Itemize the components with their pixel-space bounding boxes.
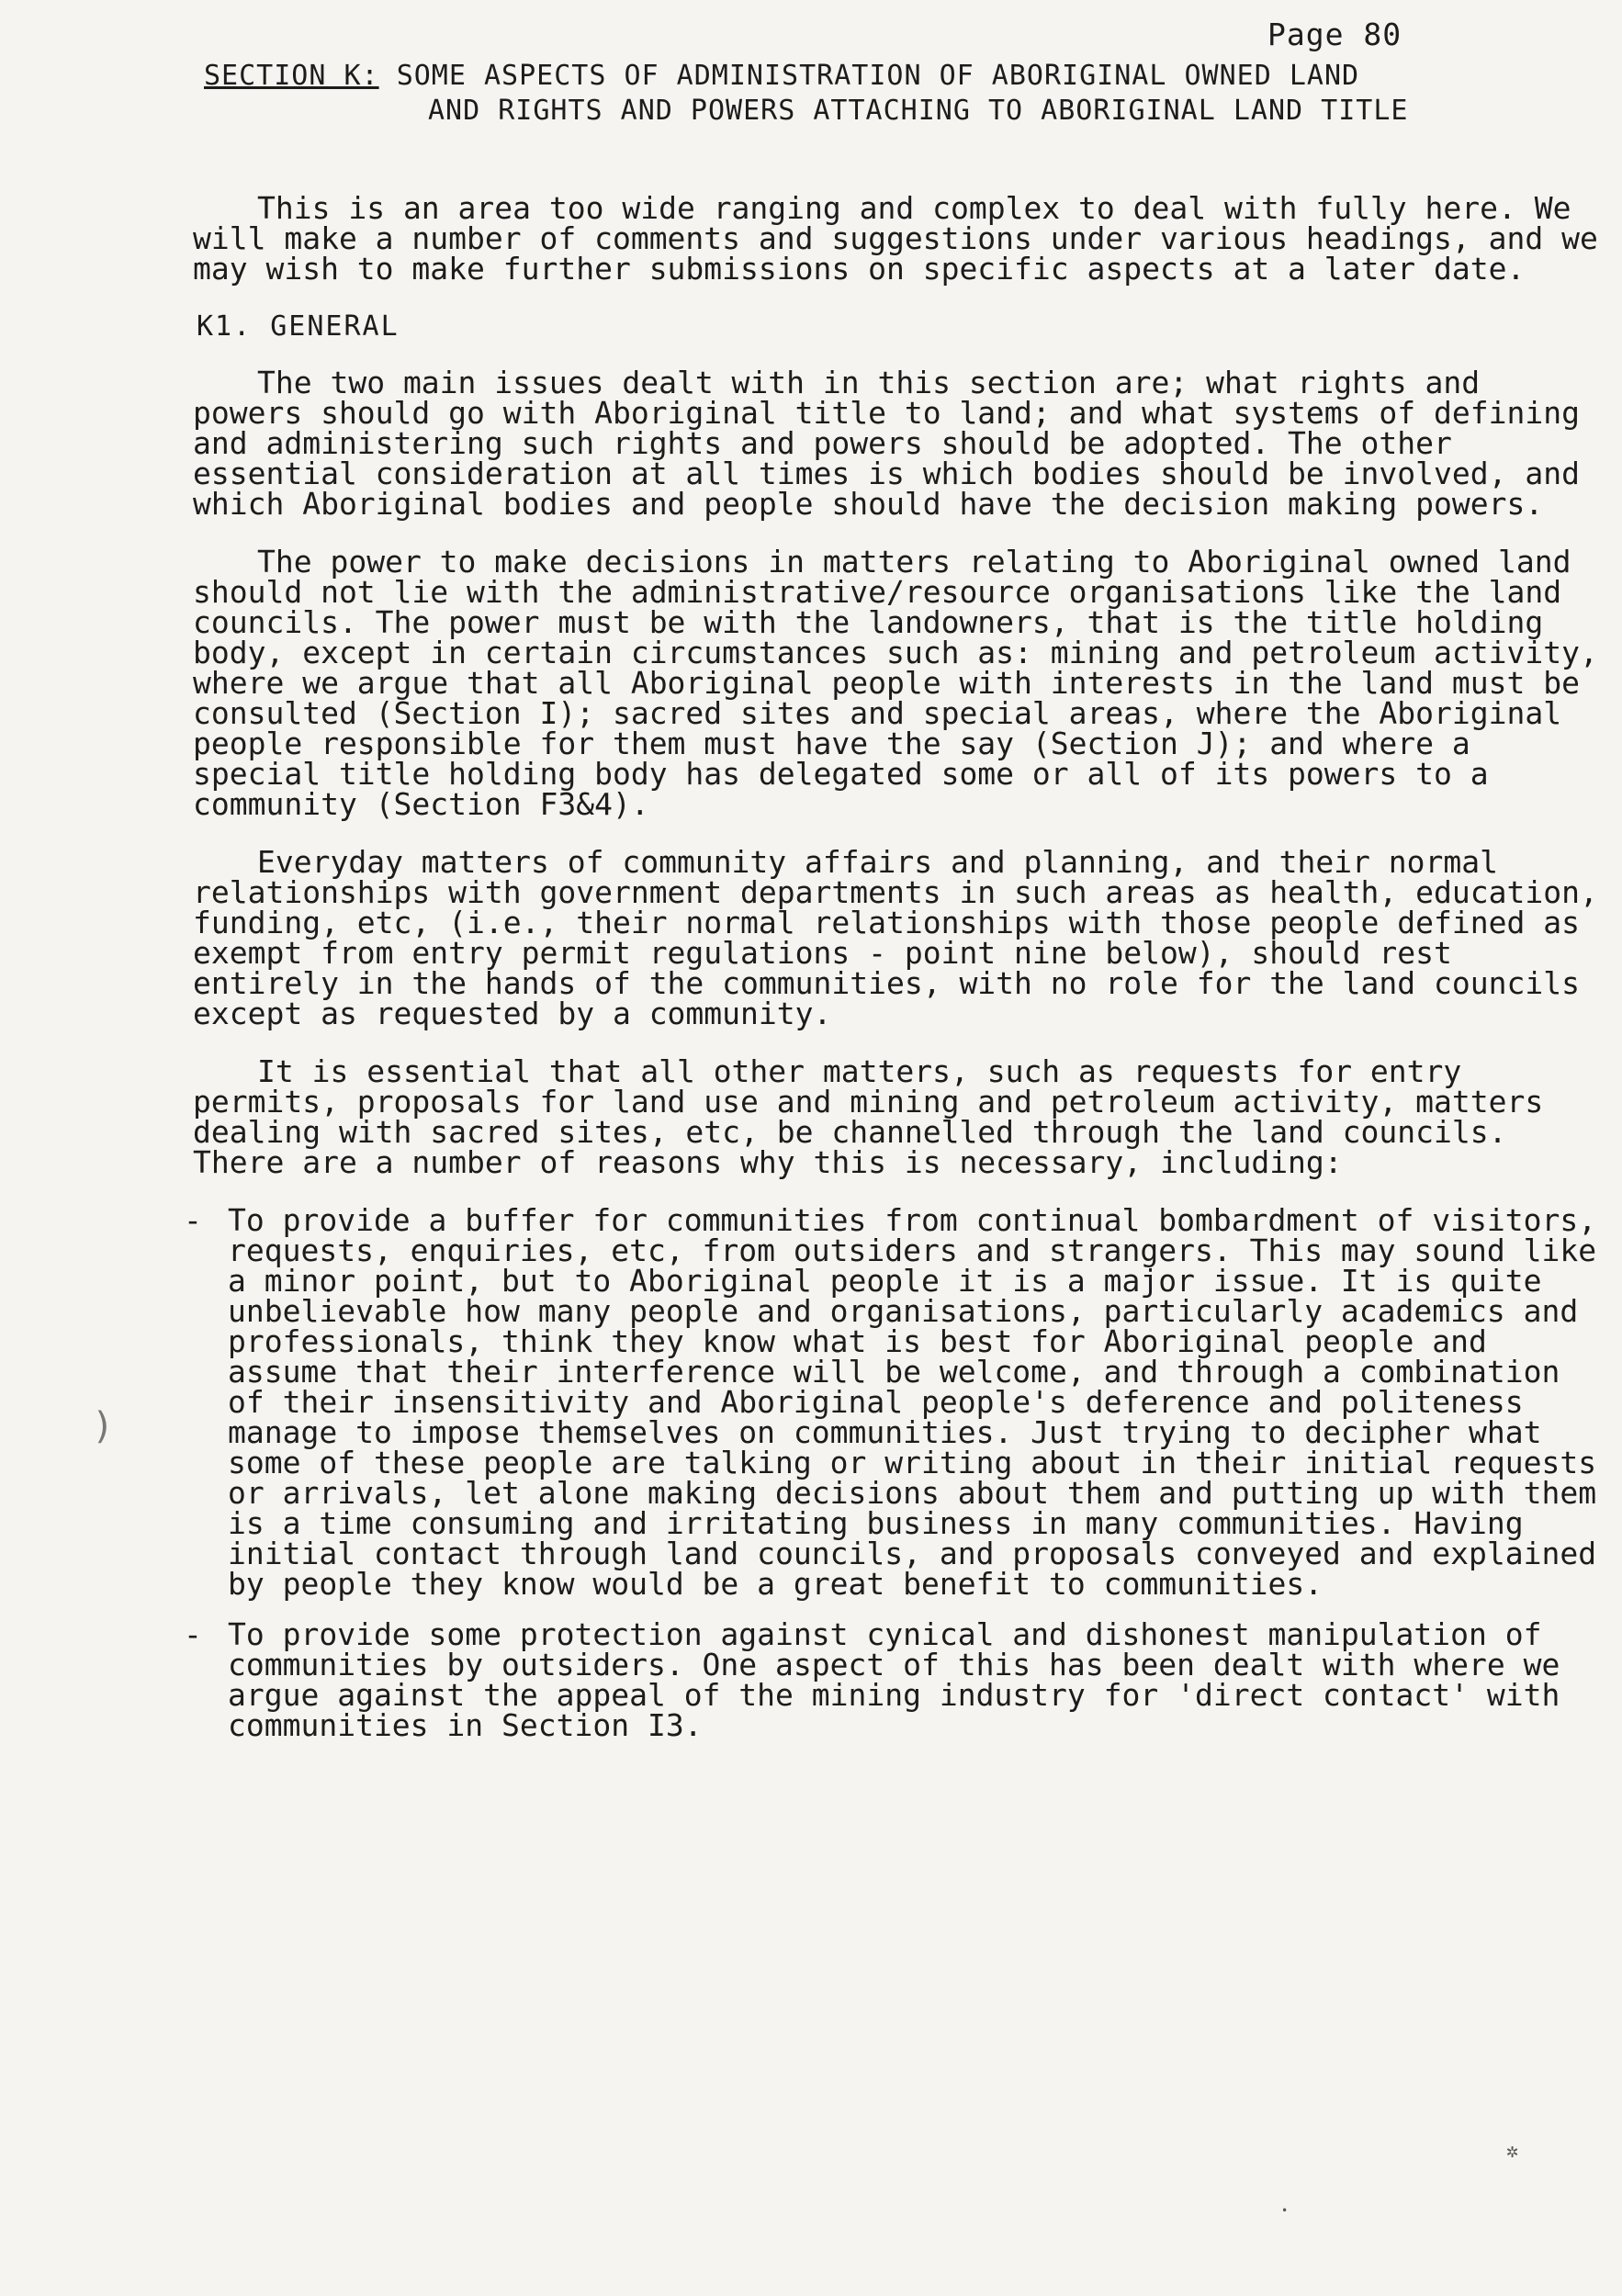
heading-line-1: SOME ASPECTS OF ADMINISTRATION OF ABORIGINAL OWNED LAND: [396, 60, 1360, 92]
section-heading: [204, 59, 1563, 129]
document-body: [184, 190, 1598, 1761]
bullet-item: [184, 1202, 1598, 1602]
punch-hole-mark: ): [92, 1405, 115, 1447]
subsection-title: K1. GENERAL: [197, 310, 400, 343]
ink-dot-mark: •: [1281, 2204, 1289, 2217]
bullet-text: To provide a buffer for communities from continual bombardment of visitors, requests, enquiries, etc, from outsiders and strangers. This may sound like a minor point, but to Aboriginal people it is a major issue. It is quite unbelievable how many people and organisations, particularly academics and professionals, think they know what is best for Aboriginal people and assume that their interference will be welcome, and through a combination of their insensitivity and Aboriginal people's deference and politeness manage to impose themselves on communities. Just trying to decipher what some of these people are talking or writing about in their initial requests or arrivals, let alone making decisions about them and putting up with them is a time consuming and irritating business in many communities. Having initial contact through land councils, and proposals conveyed and explained by people they know would be a great benefit to communities.: [228, 1202, 1597, 1602]
paragraph: It is essential that all other matters, such as requests for entry permits, proposals for land use and mining and petroleum activity, matters dealing with sacred sites, etc, be channelled through the land councils. There are a number of reasons why this is necessary, including:: [193, 1053, 1544, 1180]
bullet-marker: -: [184, 1616, 202, 1652]
bullet-item: [184, 1616, 1598, 1743]
page-number: Page 80: [1267, 17, 1402, 52]
heading-line-2: AND RIGHTS AND POWERS ATTACHING TO ABORIGINAL LAND TITLE: [428, 95, 1409, 127]
paragraph: The two main issues dealt with in this section are; what rights and powers should go with Aboriginal title to land; and what systems of defining and administering such rights and powers should be adopted. The other essential consideration at all times is which bodies should be involved, and which Aboriginal bodies and people should have the decision making powers.: [193, 365, 1580, 522]
paragraph: The power to make decisions in matters relating to Aboriginal owned land should not lie with the administrative/resource organisations like the land councils. The power must be with the landowners, that is the title holding body, except in certain circumstances such as: mining and petroleum activity, where we argue that all Aboriginal people with interests in the land must be consulted (Section I); sacred sites and special areas, where the Aboriginal people responsible for them must have the say (Section J); and where a special title holding body has delegated some or all of its powers to a community (Section F3&4).: [193, 544, 1598, 822]
section-label: SECTION K:: [204, 60, 379, 92]
bullet-marker: -: [184, 1202, 202, 1238]
intro-paragraph: This is an area too wide ranging and complex to deal with fully here. We will make a number of comments and suggestions under various headings, and we may wish to make further submissions on specific aspects at a later date.: [193, 190, 1598, 287]
bullet-text: To provide some protection against cynical and dishonest manipulation of communities by outsiders. One aspect of this has been dealt with where we argue against the appeal of the mining industry for 'direct contact' with communities in Section I3.: [228, 1616, 1560, 1743]
paragraph: Everyday matters of community affairs and planning, and their normal relationships with government departments in such areas as health, education, funding, etc, (i.e., their normal relationships with those people defined as exempt from entry permit regulations - point nine below), should rest entirely in the hands of the communities, with no role for the land councils except as requested by a community.: [193, 844, 1598, 1031]
ink-speck-mark: ✲: [1506, 2140, 1519, 2163]
